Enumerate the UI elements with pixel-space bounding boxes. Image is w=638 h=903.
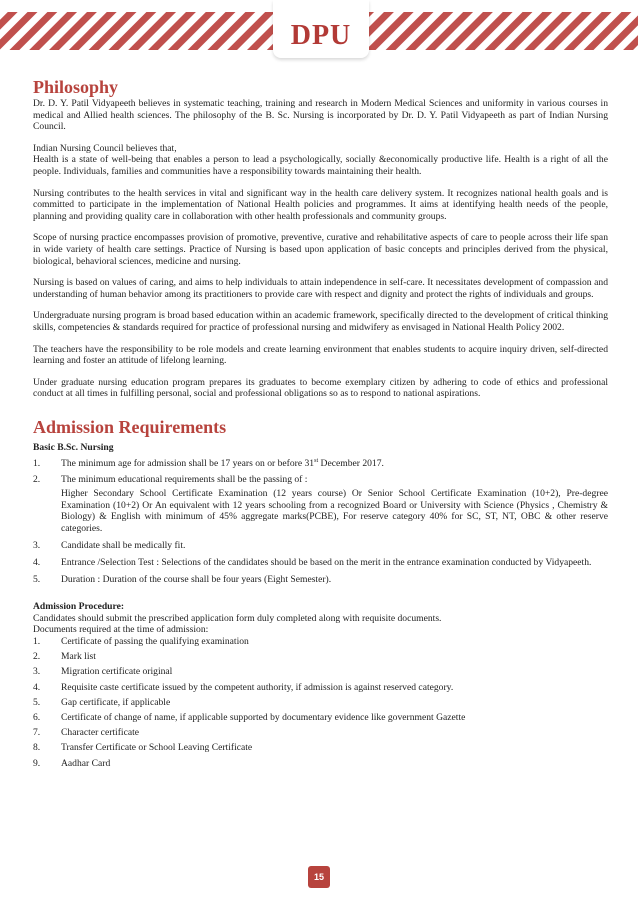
list-item (33, 712, 608, 724)
list-text: Character certificate (61, 727, 140, 739)
list-text: The minimum educational requirements shall be the passing of : (61, 474, 308, 486)
list-number: 4. (33, 681, 41, 693)
list-item (33, 636, 608, 648)
list-item (33, 458, 608, 470)
philosophy-para: Undergraduate nursing program is broad based education within an academic framework, specifically directed to the development of critical thinking skills, competencies & standards required for practice of professional nursing and midwifery as envisaged in National Health Policy 2002. (33, 310, 608, 333)
list-text: Certificate of passing the qualifying examination (61, 636, 249, 647)
admission-subheading: Basic B.Sc. Nursing (33, 441, 114, 453)
list-item (33, 651, 608, 663)
list-number: 1. (33, 636, 41, 647)
philosophy-para: The teachers have the responsibility to be role models and create learning environment that enables students to acquire inquiry driven, self-directed learning and foster an attitude of lifelong learning. (33, 343, 608, 367)
list-number: 8. (33, 742, 41, 754)
list-item (33, 697, 608, 709)
philosophy-para: Dr. D. Y. Patil Vidyapeeth believes in systematic teaching, training and research in Modern Medical Sciences and uniformity in various courses in medical and Allied health sciences. The philosophy of the B. Sc. Nursing is incorporated by Dr. D. Y. Patil Vidyapeeth as part of Indian Nursing Council. (33, 98, 608, 133)
list-item (33, 742, 608, 754)
list-number: 7. (33, 727, 41, 739)
philosophy-para: Indian Nursing Council believes that, (33, 142, 177, 154)
list-number: 5. (33, 696, 41, 708)
documents-list (33, 636, 608, 769)
philosophy-para: Under graduate nursing education program prepares its graduates to become exemplary citizen by adhering to code of ethics and professional conduct at all times in fulfilling personal, social and professional obligations so as to respond to national aspirations. (33, 376, 608, 400)
philosophy-heading: Philosophy (33, 77, 119, 97)
list-number: 4. (33, 557, 41, 569)
list-number: 2. (33, 651, 41, 663)
list-text: Duration : Duration of the course shall be four years (Eight Semester). (61, 573, 332, 585)
list-item (33, 574, 608, 586)
list-item (33, 682, 608, 694)
philosophy-para: Nursing contributes to the health services in vital and significant way in the health care delivery system. It recognizes national health goals and is committed to participate in the implementation of National Health policies and programmes. It aims at identifying health needs of the people, planning and providing quality care in collaboration with other health professionals and community groups. (33, 187, 608, 222)
list-number: 3. (33, 666, 41, 678)
list-item (33, 557, 608, 569)
list-text: Gap certificate, if applicable (61, 696, 171, 708)
list-text: Entrance /Selection Test : Selections of the candidates should be based on the merit in the entrance examination conducted by Vidyapeeth. (61, 557, 592, 569)
list-number: 6. (33, 711, 41, 723)
list-item (33, 540, 608, 552)
philosophy-para: Scope of nursing practice encompasses provision of promotive, preventive, curative and rehabilitative aspects of care to people across their life span in wide variety of health care settings. Practice of Nursing is based upon application of basic concepts and principles derived from the physical, biological, behavioral sciences, medicine and nursing. (33, 232, 608, 267)
page-content (33, 76, 608, 773)
philosophy-para: Health is a state of well-being that enables a person to lead a psychologically, socially &economically productive life. Health is a right of all the people. Individuals, families and communities have a responsibility towards maintaining their health. (33, 154, 608, 177)
list-number: 2. (33, 474, 41, 486)
list-text: Certificate of change of name, if applicable supported by documentary evidence like government Gazette (61, 711, 466, 723)
requirements-list (33, 458, 608, 585)
procedure-line: Candidates should submit the prescribed application form duly completed along with requisite documents. (33, 612, 442, 624)
list-text: Transfer Certificate or School Leaving Certificate (61, 742, 253, 754)
admission-heading: Admission Requirements (33, 416, 227, 437)
list-text: Requisite caste certificate issued by the competent authority, if admission is against reserved category. (61, 681, 454, 693)
list-number: 5. (33, 573, 41, 585)
list-number: 1. (33, 457, 41, 469)
procedure-heading: Admission Procedure: (33, 601, 125, 613)
list-text: The minimum age for admission shall be 17 years on or before 31st December 2017. (61, 457, 384, 469)
list-item-detail: Higher Secondary School Certificate Examination (12 years course) Or Senior School Certificate Examination (10+2), Pre-degree Examination (10+2) Or An equivalent with 12 years schooling from a recognized Board or University with Science (Physics , Chemistry & Biology) & English with minimum of 45% aggregate marks(PCBE), For reserve category 40% for SC, ST, NT, OBC & other reserve categories. (61, 488, 608, 534)
list-number: 3. (33, 540, 41, 552)
dpu-logo (273, 0, 369, 58)
philosophy-para: Nursing is based on values of caring, and aims to help individuals to attain independence in self-care. It necessitates development of compassion and understanding of human behavior among its practitioners to provide care with respect and dignity and protect the rights of individuals and groups. (33, 277, 608, 300)
list-text: Candidate shall be medically fit. (61, 540, 186, 552)
list-item (33, 758, 608, 770)
list-text: Mark list (61, 651, 96, 663)
logo-text: DPU (290, 20, 352, 51)
list-item (33, 666, 608, 678)
list-text: Migration certificate original (61, 666, 173, 678)
list-item (33, 474, 608, 486)
page-number: 15 (308, 866, 330, 888)
list-number: 9. (33, 757, 41, 769)
list-item (33, 727, 608, 739)
procedure-line: Documents required at the time of admission: (33, 624, 209, 636)
list-text: Aadhar Card (61, 757, 111, 769)
